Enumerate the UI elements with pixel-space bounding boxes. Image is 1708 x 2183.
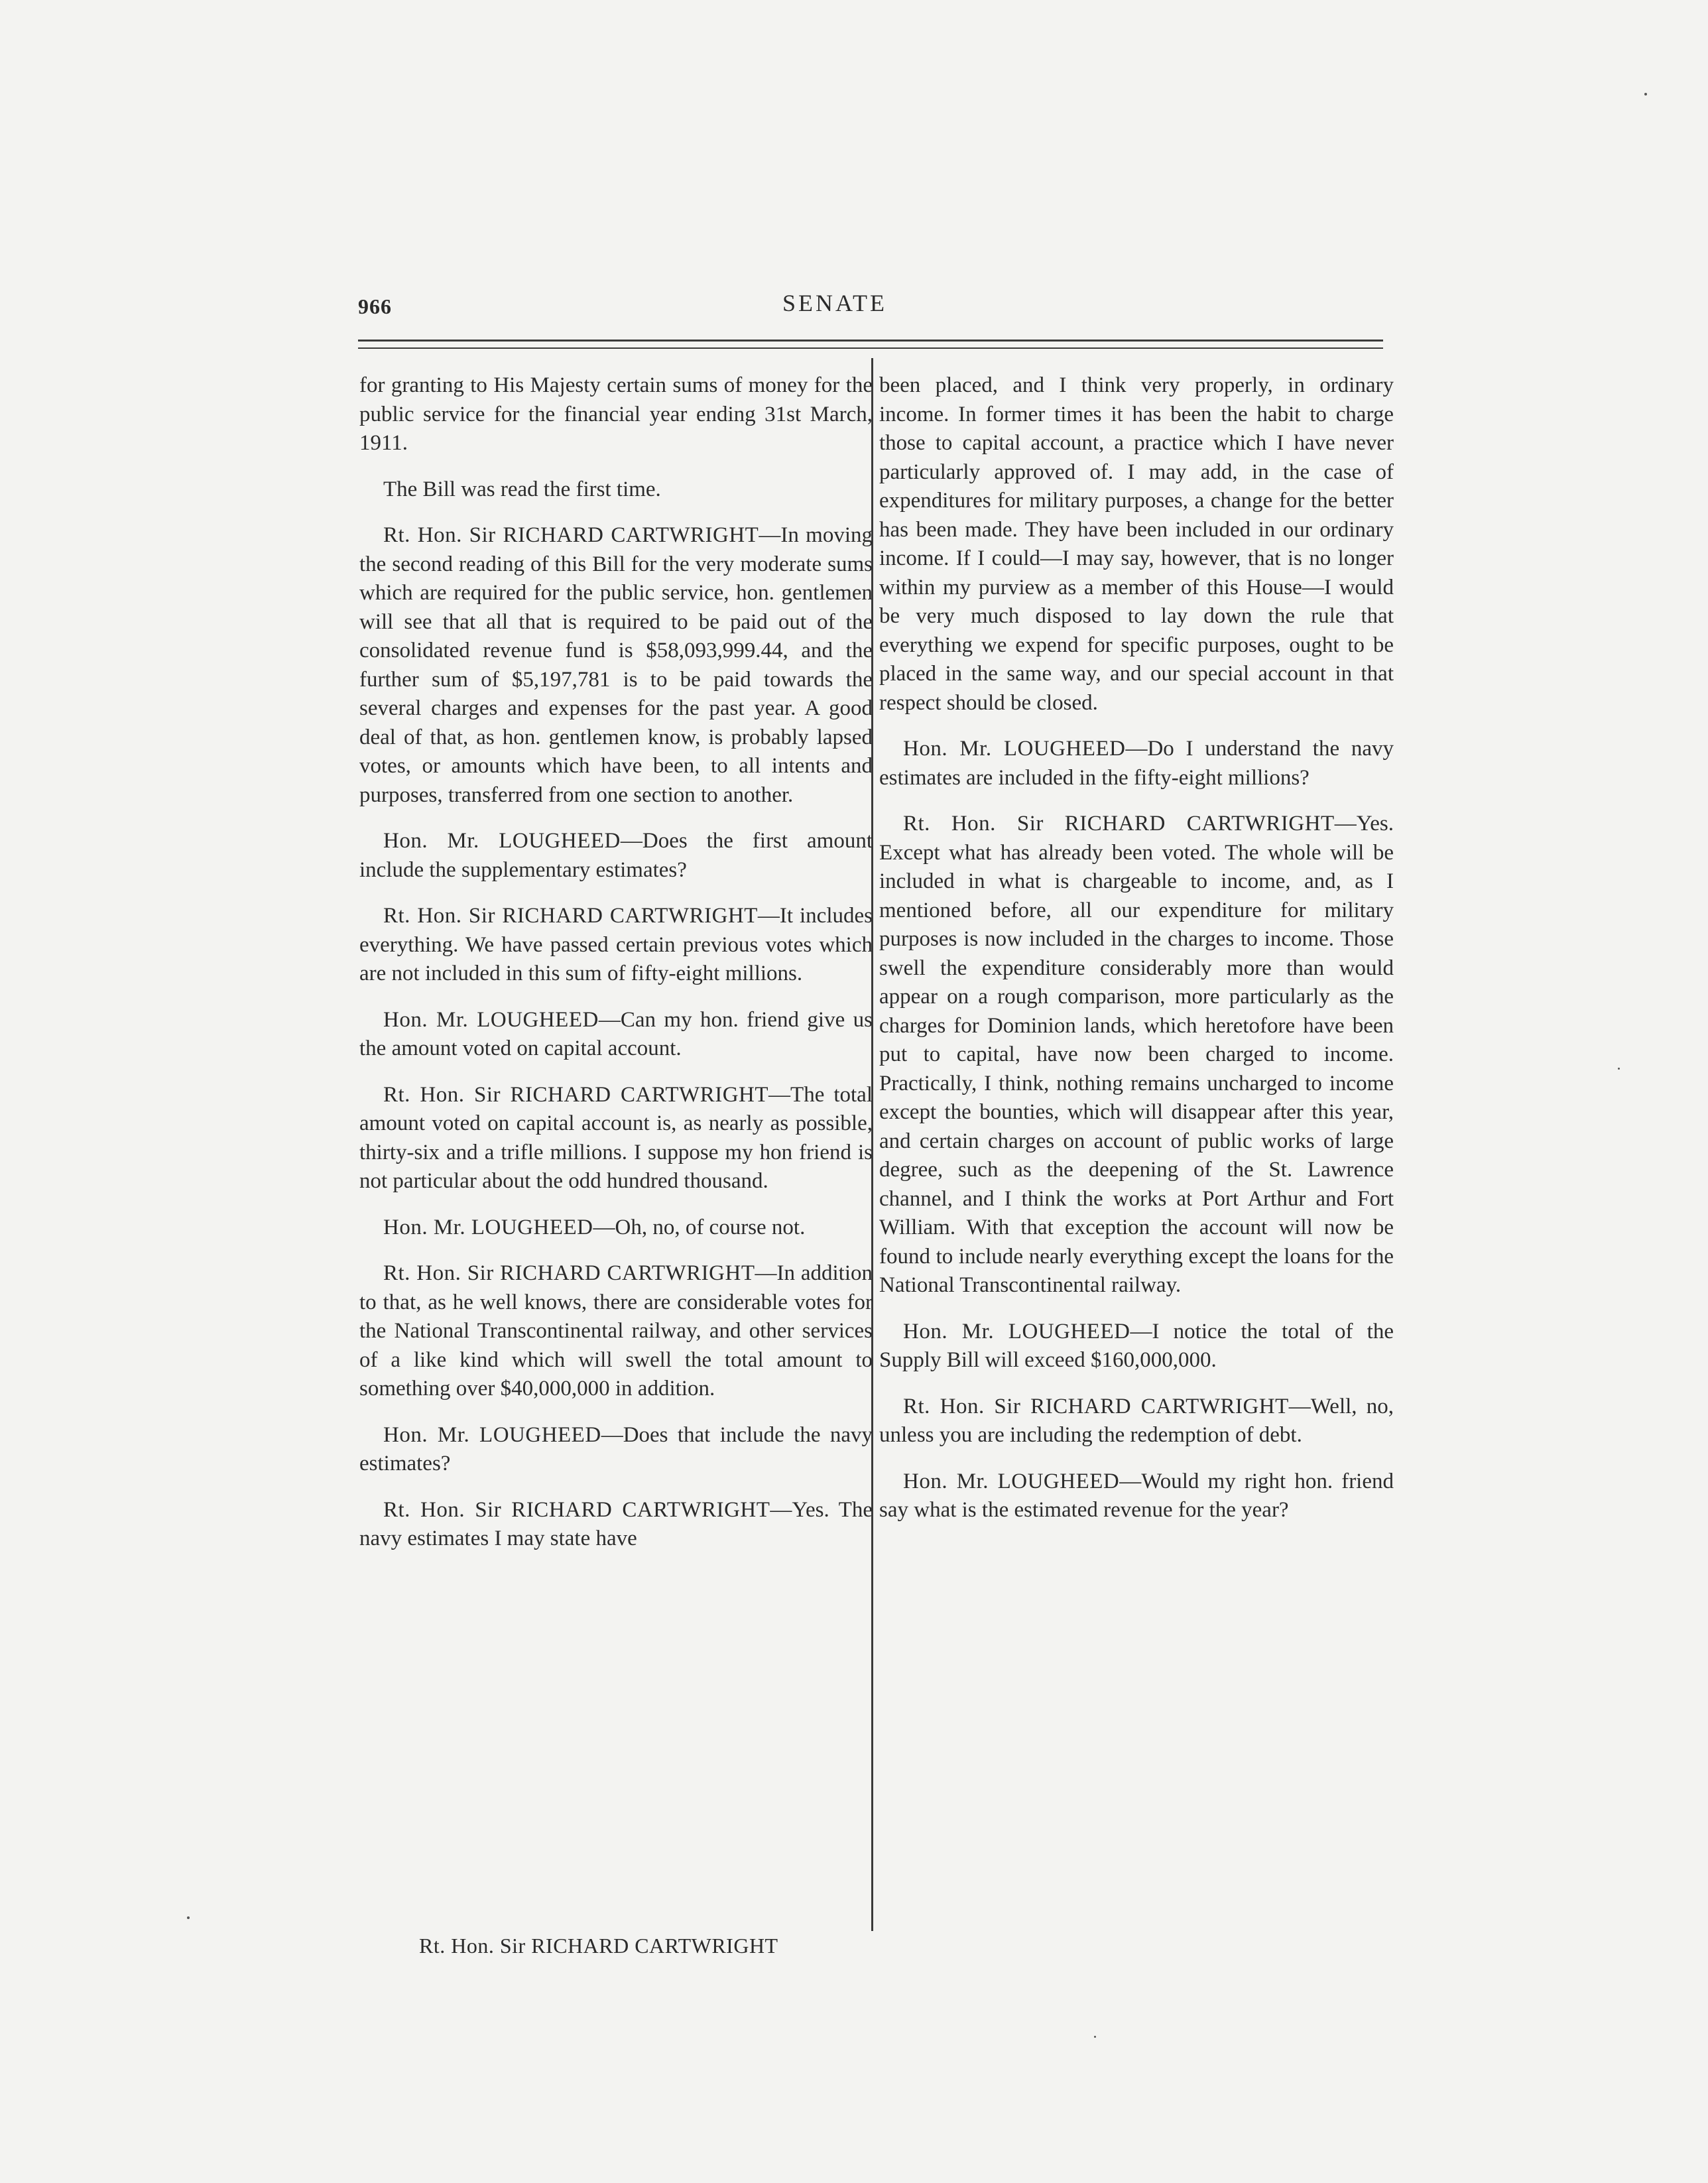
speech-text: —I notice the total of the Supply Bill will exceed $160,000,000.	[879, 1319, 1394, 1372]
speech-text: —Well, no, unless you are including the redemption of debt.	[879, 1394, 1394, 1447]
left-column	[359, 371, 873, 1571]
right-column	[879, 371, 1394, 1542]
speaker-name: Hon. Mr. LOUGHEED	[383, 1422, 601, 1447]
paragraph	[879, 371, 1394, 717]
paragraph	[359, 1496, 873, 1554]
speaker-name: Rt. Hon. Sir RICHARD CARTWRIGHT	[383, 1497, 770, 1522]
speech-text: —In addition to that, as he well knows, there are considerable votes for the National Transcontinental railway, and other services of a like kind which will swell the total amount to something over $40,000,000 in addition.	[359, 1261, 873, 1401]
speech-text: —Would my right hon. friend say what is the estimated revenue for the year?	[879, 1469, 1394, 1522]
speech-text: for granting to His Majesty certain sums of money for the public service for the financial year ending 31st March, 1911.	[359, 373, 873, 455]
speaker-name: Rt. Hon. Sir RICHARD CARTWRIGHT	[903, 812, 1335, 836]
paper-speck	[1644, 93, 1647, 95]
speaker-name: Rt. Hon. Sir RICHARD CARTWRIGHT	[383, 1261, 755, 1285]
paragraph	[879, 1318, 1394, 1375]
paper-speck	[1094, 2036, 1096, 2038]
paragraph	[359, 1421, 873, 1479]
paragraph	[879, 1467, 1394, 1525]
speech-text: —Oh, no, of course not.	[593, 1215, 806, 1239]
speech-text: been placed, and I think very properly, in ordinary income. In former times it has been the habit to charge those to capital account, a practice which I have never particularly approved of. I may add, in the case of expenditures for military purposes, a change for the better has been made. They have been included in our ordinary income. If I could—I may say, however, that is no longer within my purview as a member of this House—I would be very much disposed to lay down the rule that everything we expend for specific purposes, ought to be placed in the same way, and our special account in that respect should be closed.	[879, 373, 1394, 715]
speech-text: —The total amount voted on capital account is, as nearly as possible, thirty-six and a trifle millions. I suppose my hon friend is not particular about the odd hundred thousand.	[359, 1082, 873, 1193]
speech-text: —Does the first amount include the supplementary estimates?	[359, 829, 873, 882]
speaker-name: Rt. Hon. Sir RICHARD CARTWRIGHT	[383, 1082, 769, 1107]
speaker-name: Hon. Mr. LOUGHEED	[903, 1319, 1130, 1343]
page-number: 966	[358, 294, 392, 318]
speaker-name: Hon. Mr. LOUGHEED	[903, 737, 1126, 761]
paragraph	[879, 810, 1394, 1300]
speaker-name: Hon. Mr. LOUGHEED	[383, 1215, 593, 1239]
speech-text: The Bill was read the first time.	[383, 477, 661, 501]
catchword: Rt. Hon. Sir RICHARD CARTWRIGHT	[419, 1934, 778, 1958]
speaker-name: Rt. Hon. Sir RICHARD CARTWRIGHT	[903, 1394, 1289, 1418]
paragraph	[359, 1081, 873, 1196]
speech-text: —It includes everything. We have passed certain previous votes which are not included in this sum of fifty-eight millions.	[359, 904, 873, 985]
running-head: SENATE	[782, 290, 887, 316]
speech-text: —Yes. Except what has already been voted. The whole will be included in what is chargeable to income, and, as I mentioned before, all our expenditure for military purposes is now included in the charges to income. Those swell the expenditure considerably more than would appear on a rough comparison, more particularly as the charges for Dominion lands, which heretofore have been put to capital, have now been charged to income. Practically, I think, nothing remains uncharged to income except the bounties, which will disappear after this year, and certain charges on account of public works of large degree, such as the deepening of the St. Lawrence channel, and I think the works at Port Arthur and Fort William. With that exception the account will now be found to include nearly everything except the loans for the National Transcontinental railway.	[879, 812, 1394, 1297]
speech-text: —In moving the second reading of this Bill for the very moderate sums which are required for the public service, hon. gentlemen will see that all that is required to be paid out of the consolidated revenue fund is $58,093,999.44, and the further sum of $5,197,781 is to be paid towards the several charges and expenses for the past year. A good deal of that, as hon. gentlemen know, is probably lapsed votes, or amounts which have been, to all intents and purposes, transferred from one section to another.	[359, 523, 873, 807]
header-rule-bottom	[358, 347, 1383, 349]
speaker-name: Hon. Mr. LOUGHEED	[383, 829, 621, 853]
speech-text: —Do I understand the navy estimates are included in the fifty-eight millions?	[879, 737, 1394, 790]
paragraph	[359, 1214, 873, 1243]
speaker-name: Hon. Mr. LOUGHEED	[903, 1469, 1120, 1493]
speech-text: —Yes. The navy estimates I may state have	[359, 1497, 873, 1550]
speaker-name: Rt. Hon. Sir RICHARD CARTWRIGHT	[383, 904, 758, 928]
paper-speck	[1618, 1068, 1620, 1070]
header-rule-top	[358, 340, 1383, 342]
paragraph	[359, 521, 873, 810]
paragraph	[879, 735, 1394, 792]
speech-text: —Can my hon. friend give us the amount voted on capital account.	[359, 1007, 873, 1060]
paragraph	[359, 902, 873, 989]
paper-speck	[187, 1916, 190, 1919]
paragraph	[879, 1393, 1394, 1450]
paragraph	[359, 1006, 873, 1064]
speaker-name: Hon. Mr. LOUGHEED	[383, 1007, 599, 1032]
speaker-name: Rt. Hon. Sir RICHARD CARTWRIGHT	[383, 523, 759, 547]
paragraph	[359, 475, 873, 505]
speech-text: —Does that include the navy estimates?	[359, 1422, 873, 1475]
paragraph	[359, 1259, 873, 1404]
paragraph	[359, 371, 873, 458]
paragraph	[359, 827, 873, 885]
